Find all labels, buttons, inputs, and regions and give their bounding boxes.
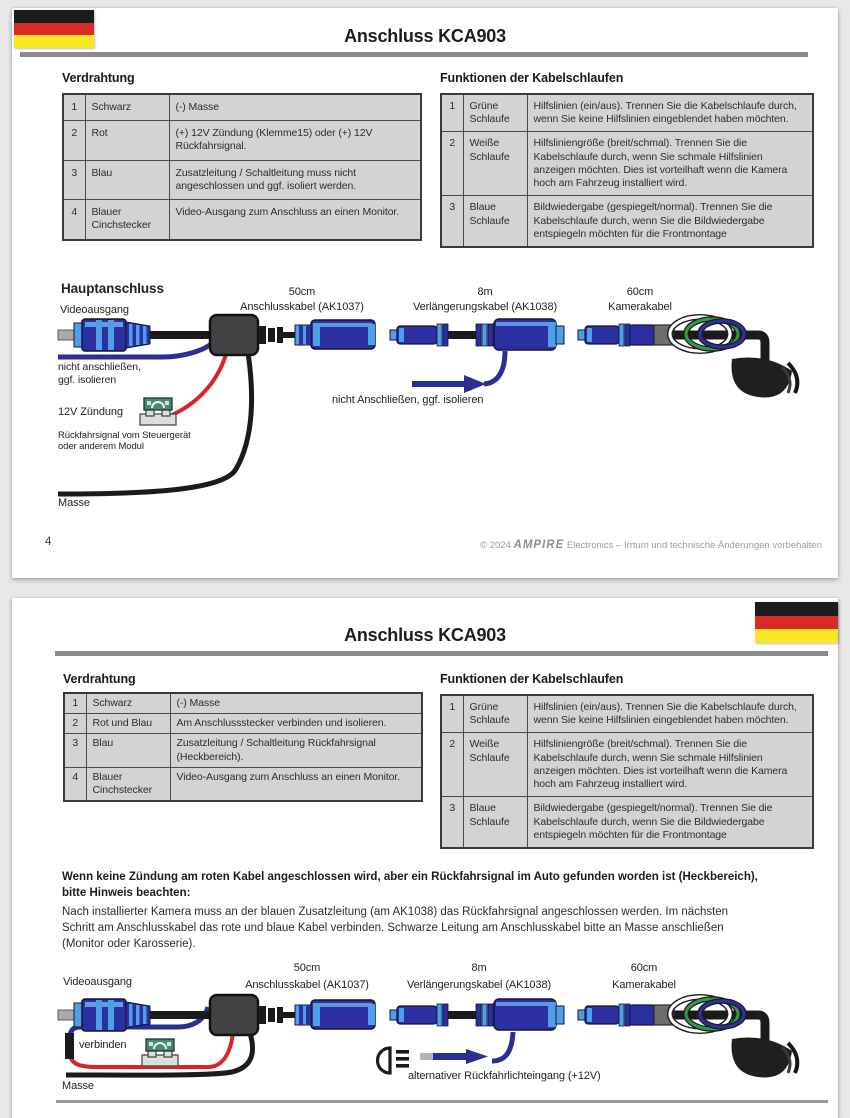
cell-num: 2 xyxy=(441,132,463,196)
blue-wire-note: ggf. isolieren xyxy=(58,374,117,386)
cell-num: 1 xyxy=(63,94,85,121)
cell-desc: Zusatzleitung / Schaltleitung Rückfahrsignal (Heckbereich). xyxy=(170,734,422,767)
blue-wire-note: nicht anschließen, xyxy=(58,361,141,373)
cell-num: 3 xyxy=(63,160,85,199)
cell-desc: Hilfsliniengröße (breit/schmal). Trennen Sie die Kabelschlaufe durch, wenn Sie schmale Hilfslinien anzeigen möchten. Dies ist vorteilhaft wenn die Kamera hoch am Fahrzeug installiert wird. xyxy=(527,132,813,196)
connect-label: verbinden xyxy=(79,1039,127,1051)
cable3-length: 60cm xyxy=(626,286,654,298)
verdrahtung-table xyxy=(63,692,423,802)
note-body: (Monitor oder Karosserie). xyxy=(62,938,196,950)
table-row xyxy=(64,714,422,734)
reverse-signal-note: oder anderem Modul xyxy=(58,441,144,452)
table-row xyxy=(64,767,422,801)
page-title: Anschluss KCA903 xyxy=(344,26,506,46)
cell-desc: (-) Masse xyxy=(169,94,421,121)
video-out-label: Videoausgang xyxy=(63,976,132,988)
cell-num: 4 xyxy=(64,767,86,801)
table-row xyxy=(441,94,813,132)
cell-name: Blauer Cinchstecker xyxy=(85,200,169,240)
verdrahtung-table xyxy=(62,93,422,241)
cell-name: Weiße Schlaufe xyxy=(463,132,527,196)
cable1-length: 50cm xyxy=(293,962,321,974)
copyright-prefix: © 2024 xyxy=(480,540,511,551)
cell-desc: Bildwiedergabe (gespiegelt/normal). Trennen Sie die Kabelschlaufe durch, wenn Sie die Bildwiedergabe entspiegeln möchten für die Frontmontage xyxy=(527,196,813,247)
flag-stripe-black xyxy=(14,10,94,23)
funktionen-heading: Funktionen der Kabelschlaufen xyxy=(440,71,624,85)
page-1 xyxy=(12,8,838,578)
cable2-length: 8m xyxy=(471,962,487,974)
wiring-diagram-svg xyxy=(12,953,838,1105)
fuse-icon xyxy=(140,398,176,425)
cable3-name: Kamerakabel xyxy=(608,301,672,313)
wiring-diagram-alt xyxy=(12,953,838,1105)
funktionen-table xyxy=(440,694,814,849)
cell-desc: (+) 12V Zündung (Klemme15) oder (+) 12V Rückfahrsignal. xyxy=(169,121,421,160)
flag-stripe-black xyxy=(755,602,838,616)
alt-input-label: alternativer Rückfahrlichteingang (+12V) xyxy=(408,1070,601,1082)
header-rule xyxy=(20,52,808,57)
video-out-label: Videoausgang xyxy=(60,304,129,316)
cable2-length: 8m xyxy=(477,286,493,298)
note-body: Schritt am Anschlusskabel das rote und blaue Kabel verbinden. Schwarze Leitung am Anschlusskabel bitte an Masse anschließen xyxy=(62,922,724,934)
cell-name: Rot und Blau xyxy=(86,714,170,734)
cell-name: Blauer Cinchstecker xyxy=(86,767,170,801)
cable3-name: Kamerakabel xyxy=(612,979,676,991)
verdrahtung-heading: Verdrahtung xyxy=(63,672,136,686)
alt-input-arrow xyxy=(420,1032,513,1064)
funktionen-table xyxy=(440,93,814,248)
table-row xyxy=(63,94,421,121)
note-body: Nach installierter Kamera muss an der blauen Zusatzleitung (am AK1038) das Rückfahrsignal angeschlossen werden. Im nächsten xyxy=(62,906,729,918)
cell-name: Schwarz xyxy=(85,94,169,121)
copyright-line xyxy=(480,539,822,551)
cable1-name: Anschlusskabel (AK1037) xyxy=(245,979,369,991)
red-wire xyxy=(172,351,227,415)
connect-splice xyxy=(65,1033,74,1059)
cable1-name: Anschlusskabel (AK1037) xyxy=(240,301,364,313)
table-row xyxy=(441,733,813,797)
table-row xyxy=(441,196,813,247)
cell-desc: Video-Ausgang zum Anschluss an einen Monitor. xyxy=(170,767,422,801)
cell-num: 3 xyxy=(64,734,86,767)
ground-label: Masse xyxy=(62,1080,94,1092)
cell-desc: Am Anschlussstecker verbinden und isolieren. xyxy=(170,714,422,734)
cell-num: 2 xyxy=(441,733,463,797)
cell-name: Blaue Schlaufe xyxy=(463,196,527,247)
cell-name: Blau xyxy=(86,734,170,767)
wiring-diagram-main xyxy=(12,273,838,521)
cell-num: 1 xyxy=(64,693,86,714)
cell-name: Rot xyxy=(85,121,169,160)
reverse-signal-note: Rückfahrsignal vom Steuergerät xyxy=(58,430,191,441)
table-row xyxy=(63,121,421,160)
cell-desc: Hilfslinien (ein/aus). Trennen Sie die Kabelschlaufe durch, wenn Sie keine Hilfslinien eingeblendet haben möchten. xyxy=(527,695,813,733)
cell-num: 4 xyxy=(63,200,85,240)
copyright-suffix: Electronics – Irrtum und technische Änderungen vorbehalten xyxy=(566,540,822,551)
mid-note: nicht Anschließen, ggf. isolieren xyxy=(332,394,484,406)
cable2-name: Verlängerungskabel (AK1038) xyxy=(406,979,552,991)
cell-name: Weiße Schlaufe xyxy=(463,733,527,797)
ignition-label: 12V Zündung xyxy=(58,406,123,418)
cell-desc: Video-Ausgang zum Anschluss an einen Monitor. xyxy=(169,200,421,240)
cable2-name: Verlängerungskabel (AK1038) xyxy=(412,301,558,313)
table-row xyxy=(441,797,813,848)
note-heading: bitte Hinweis beachten: xyxy=(62,887,191,899)
cable3-length: 60cm xyxy=(630,962,658,974)
funktionen-heading: Funktionen der Kabelschlaufen xyxy=(440,672,624,686)
cell-desc: Hilfslinien (ein/aus). Trennen Sie die Kabelschlaufe durch, wenn Sie keine Hilfslinien eingeblendet haben möchten. xyxy=(527,94,813,132)
page-2 xyxy=(12,598,838,1118)
cable1-length: 50cm xyxy=(288,286,316,298)
ampire-logo: AMPIRE xyxy=(513,539,565,551)
page-bottom-rule xyxy=(56,1100,828,1103)
page-title: Anschluss KCA903 xyxy=(344,625,506,645)
ground-label: Masse xyxy=(58,497,90,509)
cell-desc: (-) Masse xyxy=(170,693,422,714)
cell-name: Blaue Schlaufe xyxy=(463,797,527,848)
cell-num: 2 xyxy=(63,121,85,160)
reverse-light-icon xyxy=(377,1048,409,1073)
table-row xyxy=(64,693,422,714)
cell-num: 1 xyxy=(441,94,463,132)
table-row xyxy=(441,695,813,733)
arrow-blue xyxy=(412,351,505,393)
table-row xyxy=(64,734,422,767)
header-rule xyxy=(55,651,828,656)
page-number: 4 xyxy=(45,536,52,548)
cell-name: Grüne Schlaufe xyxy=(463,695,527,733)
cell-num: 3 xyxy=(441,196,463,247)
cell-num: 1 xyxy=(441,695,463,733)
cell-num: 2 xyxy=(64,714,86,734)
note-heading: Wenn keine Zündung am roten Kabel angeschlossen wird, aber ein Rückfahrsignal im Auto gefunden worden ist (Heckbereich), xyxy=(62,871,758,883)
cell-name: Blau xyxy=(85,160,169,199)
diagram-heading: Hauptanschluss xyxy=(61,281,164,296)
table-row xyxy=(63,200,421,240)
cell-desc: Hilfsliniengröße (breit/schmal). Trennen Sie die Kabelschlaufe durch, wenn Sie schmale Hilfslinien anzeigen möchten. Dies ist vorteilhaft wenn die Kamera hoch am Fahrzeug installiert wird. xyxy=(527,733,813,797)
cell-name: Schwarz xyxy=(86,693,170,714)
table-row xyxy=(441,132,813,196)
verdrahtung-heading: Verdrahtung xyxy=(62,71,135,85)
table-row xyxy=(63,160,421,199)
cell-desc: Bildwiedergabe (gespiegelt/normal). Trennen Sie die Kabelschlaufe durch, wenn Sie die Bildwiedergabe entspiegeln möchten für die Frontmontage xyxy=(527,797,813,848)
fuse-icon xyxy=(142,1039,178,1066)
cell-name: Grüne Schlaufe xyxy=(463,94,527,132)
cell-desc: Zusatzleitung / Schaltleitung muss nicht angeschlossen und ggf. isoliert werden. xyxy=(169,160,421,199)
cell-num: 3 xyxy=(441,797,463,848)
